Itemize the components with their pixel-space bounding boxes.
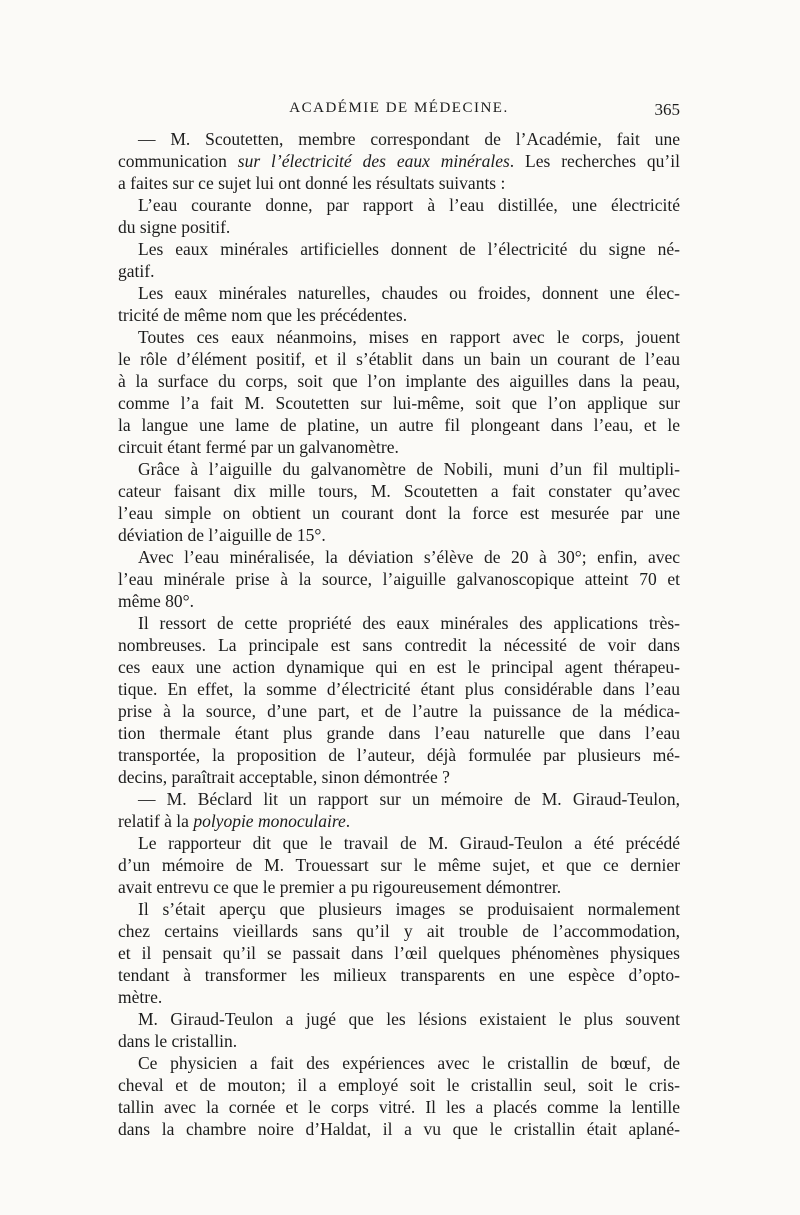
running-head: ACADÉMIE DE MÉDECINE. xyxy=(289,100,509,116)
text-line: tion thermale étant plus grande dans l’eau naturelle que dans l’eau xyxy=(118,723,680,743)
page-header xyxy=(118,100,680,124)
text-line: — M. Béclard lit un rapport sur un mémoire de M. Giraud-Teulon, xyxy=(138,789,680,809)
text-line: L’eau courante donne, par rapport à l’eau distillée, une électricité xyxy=(138,195,680,215)
text-line: le rôle d’élément positif, et il s’établit dans un bain un courant de l’eau xyxy=(118,349,680,369)
text-line: l’eau minérale prise à la source, l’aiguille galvanoscopique atteint 70 et xyxy=(118,569,680,589)
text-line: dans la chambre noire d’Haldat, il a vu que le cristallin était aplané- xyxy=(118,1119,680,1139)
text-line: avait entrevu ce que le premier a pu rigoureusement démontrer. xyxy=(118,877,562,897)
text-line: prise à la source, d’une part, et de l’autre la puissance de la médica- xyxy=(118,701,680,721)
text-line: tricité de même nom que les précédentes. xyxy=(118,305,408,325)
text-line: ces eaux une action dynamique qui en est le principal agent thérapeu- xyxy=(118,657,680,677)
text-line: et il pensait qu’il se passait dans l’œil quelques phénomènes physiques xyxy=(118,943,680,963)
text-line: communication sur l’électricité des eaux minérales. Les recherches qu’il xyxy=(118,151,680,171)
text-line: a faites sur ce sujet lui ont donné les résultats suivants : xyxy=(118,173,506,193)
text-line: même 80°. xyxy=(118,591,195,611)
text-line: Ce physicien a fait des expériences avec le cristallin de bœuf, de xyxy=(138,1053,680,1073)
text-line: — M. Scoutetten, membre correspondant de l’Académie, fait une xyxy=(138,129,680,149)
text-line: mètre. xyxy=(118,987,163,1007)
text-line: à la surface du corps, soit que l’on implante des aiguilles dans la peau, xyxy=(118,371,680,391)
text-line: transportée, la proposition de l’auteur, déjà formulée par plusieurs mé- xyxy=(118,745,680,765)
text-line: M. Giraud-Teulon a jugé que les lésions existaient le plus souvent xyxy=(138,1009,680,1029)
text-line: relatif à la polyopie monoculaire. xyxy=(118,811,351,831)
text-line: cheval et de mouton; il a employé soit le cristallin seul, soit le cris- xyxy=(118,1075,680,1095)
text-line: tallin avec la cornée et le corps vitré. Il les a placés comme la lentille xyxy=(118,1097,680,1117)
text-line: Le rapporteur dit que le travail de M. Giraud-Teulon a été précédé xyxy=(138,833,680,853)
text-line: decins, paraîtrait acceptable, sinon démontrée ? xyxy=(118,767,450,787)
text-line: déviation de l’aiguille de 15°. xyxy=(118,525,326,545)
text-line: Il ressort de cette propriété des eaux minérales des applications très- xyxy=(138,613,680,633)
text-line: circuit étant fermé par un galvanomètre. xyxy=(118,437,399,457)
text-line: chez certains vieillards sans qu’il y ait trouble de l’accommodation, xyxy=(118,921,680,941)
text-line: Les eaux minérales artificielles donnent de l’électricité du signe né- xyxy=(138,239,680,259)
text-line: tendant à transformer les milieux transparents en une espèce d’opto- xyxy=(118,965,680,985)
text-line: Grâce à l’aiguille du galvanomètre de Nobili, muni d’un fil multipli- xyxy=(138,459,680,479)
text-line: Les eaux minérales naturelles, chaudes ou froides, donnent une élec- xyxy=(138,283,680,303)
text-line: cateur faisant dix mille tours, M. Scoutetten a fait constater qu’avec xyxy=(118,481,680,501)
body-text xyxy=(118,128,680,1140)
text-line: Avec l’eau minéralisée, la déviation s’élève de 20 à 30°; enfin, avec xyxy=(138,547,680,567)
text-line: du signe positif. xyxy=(118,217,231,237)
text-line: d’un mémoire de M. Trouessart sur le même sujet, et que ce dernier xyxy=(118,855,680,875)
text-line: tique. En effet, la somme d’électricité étant plus considérable dans l’eau xyxy=(118,679,680,699)
text-line: la langue une lame de platine, un autre fil plongeant dans l’eau, et le xyxy=(118,415,680,435)
text-line: l’eau simple on obtient un courant dont la force est mesurée par une xyxy=(118,503,680,523)
text-line: Toutes ces eaux néanmoins, mises en rapport avec le corps, jouent xyxy=(138,327,680,347)
text-line: gatif. xyxy=(118,261,155,281)
text-line: Il s’était aperçu que plusieurs images se produisaient normalement xyxy=(138,899,680,919)
page-number: 365 xyxy=(654,100,680,119)
text-line: dans le cristallin. xyxy=(118,1031,238,1051)
text-line: nombreuses. La principale est sans contredit la nécessité de voir dans xyxy=(118,635,680,655)
text-line: comme l’a fait M. Scoutetten sur lui-même, soit que l’on applique sur xyxy=(118,393,680,413)
